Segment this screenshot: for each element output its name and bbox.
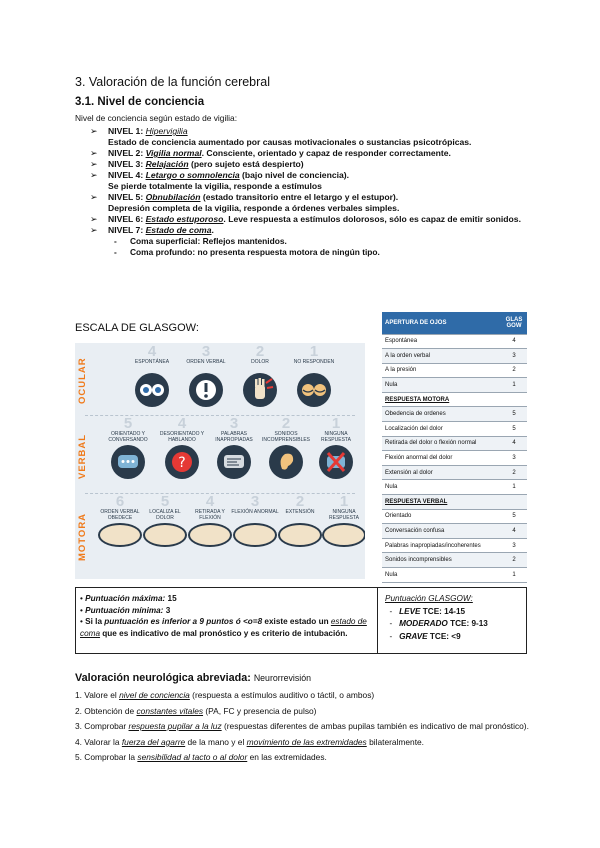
table-row: Nula 1 [382, 480, 527, 495]
list-item: 5. Comprobar la sensibilidad al tacto o al dolor en las extremidades. [75, 752, 327, 763]
arrow-bullet-icon: ➢ [90, 170, 98, 180]
eyes-open-icon [135, 373, 169, 407]
list-item: ➢ NIVEL 2: Vigilia normal. Consciente, orientado y capaz de responder correctamente. [90, 148, 451, 158]
glasgow-cell: 1 NINGUNA RESPUESTA [319, 495, 365, 547]
score-box [75, 587, 527, 654]
list-item: 4. Valorar la fuerza del agarre de la mano y el movimiento de las extremidades bilateralmente. [75, 736, 425, 747]
list-item: 1. Valore el nivel de conciencia (respuesta a estímulos auditivo o táctil, o ambos) [75, 690, 375, 700]
glasgow-table [382, 312, 527, 583]
hand-icon [98, 523, 142, 547]
table-row: Flexión anormal del dolor 3 [382, 451, 527, 466]
neuro-list [75, 688, 535, 766]
glasgow-cell: 2 SONIDOS INCOMPRENSIBLES [261, 417, 311, 479]
ear-icon [269, 445, 303, 479]
glasgow-cell: 2 DOLOR [235, 345, 285, 407]
glasgow-cell: 1 NO RESPONDEN [289, 345, 339, 407]
section-title: 3. Valoración de la función cerebral [75, 75, 271, 89]
verbal-band [75, 417, 365, 493]
glasgow-cell: 1 NINGUNA RESPUESTA [311, 417, 361, 479]
list-item: - GRAVE TCE: <9 [385, 631, 461, 641]
glasgow-cell: 5 ORIENTADO Y CONVERSANDO [103, 417, 153, 479]
list-item: ➢ NIVEL 1: Hipervigilia Estado de conciencia aumentado por causas motivacionales o sustancias psicotrópicas. [90, 126, 472, 147]
glasgow-cell: 4 ESPONTÁNEA [127, 345, 177, 407]
garbled-speech-icon [217, 445, 251, 479]
intro-text: Nivel de conciencia según estado de vigilia: [75, 113, 238, 123]
table-row: Conversación confusa 4 [382, 524, 527, 539]
neuro-title: Valoración neurológica abreviada: Neurorrevisión [75, 672, 312, 684]
list-item: - Coma superficial: Reflejos mantenidos. [114, 236, 287, 246]
no-response-icon [319, 445, 353, 479]
question-icon [165, 445, 199, 479]
list-item: - LEVE TCE: 14-15 [385, 606, 466, 616]
table-row: Palabras inapropiadas/incoherentes 3 [382, 538, 527, 553]
glasgow-cell: 3 ORDEN VERBAL [181, 345, 231, 407]
divider [85, 493, 355, 494]
glasgow-cell: 3 PALABRAS INAPROPIADAS [209, 417, 259, 479]
glasgow-heading: ESCALA DE GLASGOW: [75, 322, 199, 334]
hand-icon [188, 523, 232, 547]
glasgow-cell: 4 DESORIENTADO Y HABLANDO ? [157, 417, 207, 479]
arrow-bullet-icon: ➢ [90, 214, 98, 224]
list-item: - MODERADO TCE: 9-13 [385, 619, 488, 628]
ocular-band [75, 343, 365, 415]
glasgow-cell: 6 ORDEN VERBAL OBEDECE [95, 495, 145, 547]
table-header: APERTURA DE OJOS GLAS GOW [382, 312, 527, 334]
glasgow-cell: 3 FLEXIÓN ANORMAL [230, 495, 280, 547]
table-row: Sonidos incomprensibles 2 [382, 553, 527, 568]
table-row: Localización del dolor 5 [382, 422, 527, 437]
motora-band [75, 495, 365, 579]
table-row: Espontánea 4 [382, 334, 527, 349]
glasgow-infographic [75, 343, 365, 579]
list-item: - Coma profundo: no presenta respuesta motora de ningún tipo. [114, 247, 380, 257]
band-label: OCULAR [77, 357, 88, 404]
exclamation-icon [189, 373, 223, 407]
table-row: Nula 1 [382, 568, 527, 583]
table-row: A la orden verbal 3 [382, 349, 527, 364]
list-item: ➢ NIVEL 3: Relajación (pero sujeto está despierto) [90, 159, 304, 169]
list-item: ➢ NIVEL 7: Estado de coma. [90, 225, 214, 235]
glasgow-cell: 5 LOCALIZA EL DOLOR [140, 495, 190, 547]
table-row: A la presión 2 [382, 363, 527, 378]
arrow-bullet-icon: ➢ [90, 148, 98, 158]
subsection-title: 3.1. Nivel de conciencia [75, 96, 205, 108]
arrow-bullet-icon: ➢ [90, 225, 98, 235]
glasgow-cell: 2 EXTENSIÓN [275, 495, 325, 547]
svg-text:?: ? [178, 455, 186, 471]
hand-icon [233, 523, 277, 547]
arrow-bullet-icon: ➢ [90, 126, 98, 136]
table-row: Nula 1 [382, 378, 527, 393]
list-item: 3. Comprobar respuesta pupilar a la luz (respuestas diferentes de ambas pupilas también es indicativo de mal pronóstico). [75, 721, 529, 732]
table-row: Retirada del dolor o flexión normal 4 [382, 436, 527, 451]
score-notes: • Puntuación máxima: 15 • Puntuación mínima: 3 • Si la puntuación es inferior a 9 puntos ó <o=8 existe estado un estado de coma que es indicativo de mal pronóstico y es criterio de intubación. [76, 588, 378, 653]
hand-icon [143, 523, 187, 547]
table-row: Extensión al dolor 2 [382, 465, 527, 480]
eyes-closed-icon [297, 373, 331, 407]
glasgow-grades: Puntuación GLASGOW: - LEVE TCE: 14-15 - MODERADO TCE: 9-13 - GRAVE TCE: <9 [379, 588, 526, 653]
list-item: ➢ NIVEL 6: Estado estuporoso. Leve respuesta a estímulos dolorosos, sólo es capaz de emitir sonidos. [90, 214, 521, 224]
levels-list [90, 126, 550, 258]
speech-icon [111, 445, 145, 479]
list-item: ➢ NIVEL 5: Obnubilación (estado transitorio entre el letargo y el estupor). Depresión completa de la vigilia, responde a órdenes verbales simples. [90, 192, 400, 213]
list-item: 2. Obtención de constantes vitales (PA, FC y presencia de pulso) [75, 705, 317, 716]
table-row: Obedencia de ordenes 5 [382, 407, 527, 422]
hand-icon [278, 523, 322, 547]
table-row: Orientado 5 [382, 509, 527, 524]
list-item: ➢ NIVEL 4: Letargo o somnolencia (bajo nivel de conciencia). Se pierde totalmente la vigilia, responde a estímulos [90, 170, 350, 191]
arrow-bullet-icon: ➢ [90, 192, 98, 202]
table-section-row: RESPUESTA VERBAL [382, 495, 527, 510]
band-label: MOTORA [77, 512, 88, 562]
hand-icon [322, 523, 365, 547]
pain-hand-icon [243, 373, 277, 407]
glasgow-cell: 4 RETIRADA Y FLEXIÓN [185, 495, 235, 547]
band-label: VERBAL [77, 433, 88, 479]
arrow-bullet-icon: ➢ [90, 159, 98, 169]
table-section-row: RESPUESTA MOTORA [382, 392, 527, 407]
